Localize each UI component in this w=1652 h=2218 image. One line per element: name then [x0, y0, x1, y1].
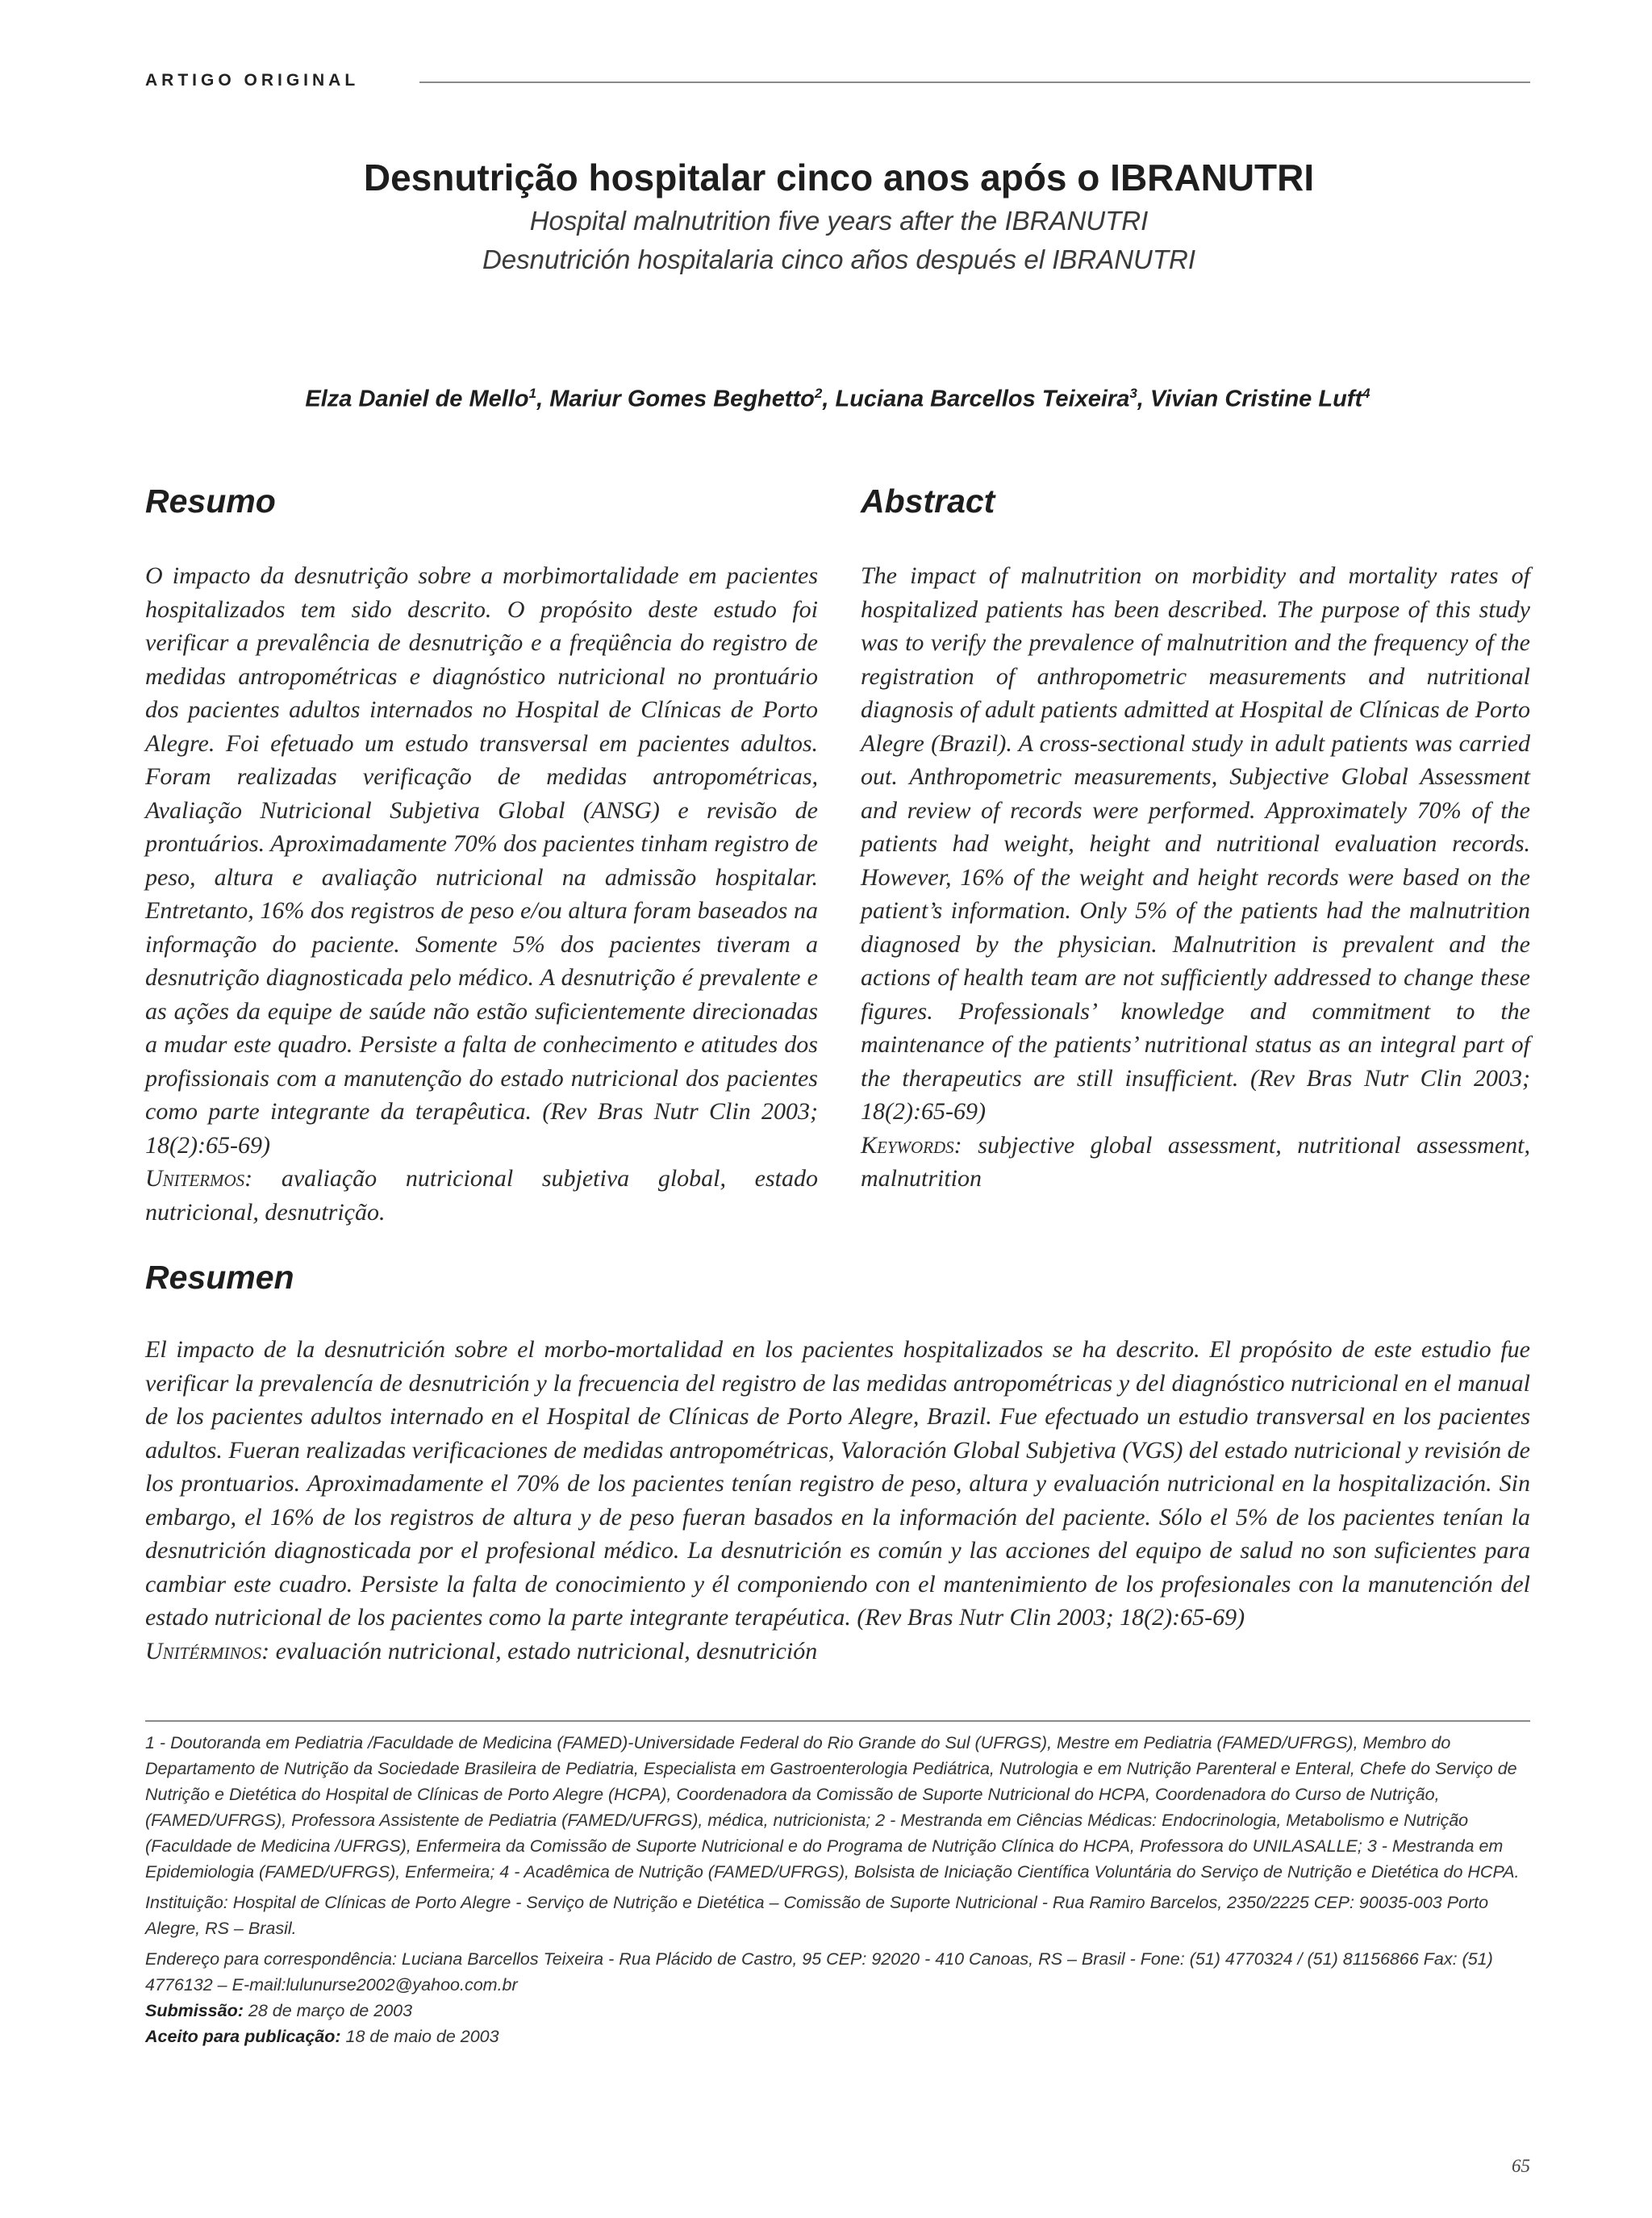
title-block: [242, 153, 1436, 279]
author-affiliation-mark: 2: [814, 386, 823, 401]
accepted-label: Aceito para publicação:: [145, 2027, 341, 2046]
page-number: 65: [1512, 2156, 1530, 2176]
accepted-note: [145, 2024, 1530, 2049]
footnotes: [145, 1720, 1530, 2049]
spanish-title: Desnutrición hospitalaria cinco años después el IBRANUTRI: [482, 244, 1196, 274]
author-affiliation-mark: 4: [1362, 386, 1370, 401]
author-affiliation-mark: 3: [1129, 386, 1137, 401]
correspondence-note: Endereço para correspondência: Luciana Barcellos Teixeira - Rua Plácido de Castro, 95 CEP: 92020 - 410 Canoas, RS – Brasil - Fone: (51) 4770324 / (51) 81156866 Fax: (51) 4776132 – E-mail:lulunurse2002@yahoo.com.br: [145, 1949, 1493, 1995]
keywords-label: Unitérminos:: [145, 1637, 270, 1665]
keywords-label: Unitermos:: [145, 1165, 253, 1192]
resumo-heading: Resumo: [145, 482, 276, 520]
header-rule: [419, 81, 1530, 83]
author-separator: ,: [822, 386, 836, 412]
author-name: Luciana Barcellos Teixeira: [835, 386, 1130, 412]
keywords-text: avaliação nutricional subjetiva global, estado nutricional, desnutrição.: [145, 1165, 819, 1226]
resumen-heading: Resumen: [145, 1259, 294, 1296]
submission-date: 28 de março de 2003: [248, 2001, 413, 2020]
resumen-keywords: [145, 1635, 1530, 1669]
resumo-keywords: [145, 1162, 818, 1229]
abstract-column: [861, 559, 1530, 1196]
article-title: Desnutrição hospitalar cinco anos após o IBRANUTRI: [363, 157, 1315, 198]
resumo-column: [145, 559, 818, 1229]
author-name: Elza Daniel de Mello: [305, 386, 529, 412]
institution-note: Instituição: Hospital de Clínicas de Porto Alegre - Serviço de Nutrição e Dietética – Comissão de Suporte Nutricional - Rua Ramiro Barcelos, 2350/2225 CEP: 90035-003 Porto Alegre, RS – Brasil.: [145, 1893, 1489, 1938]
submission-note: [145, 1998, 1530, 2024]
author-name: Vivian Cristine Luft: [1149, 386, 1363, 412]
abstract-heading: Abstract: [861, 482, 995, 520]
affiliations-note: 1 - Doutoranda em Pediatria /Faculdade de Medicina (FAMED)-Universidade Federal do Rio Grande do Sul (UFRGS), Mestre em Pediatria (FAMED/UFRGS), Membro do Departamento de Nutrição da Sociedade Brasileira de Pediatria, Especialista em Gastroenterologia Pediátrica, Nutrologia e em Nutrição Parenteral e Enteral, Chefe do Serviço de Nutrição e Dietética do Hospital de Clínicas de Porto Alegre (HCPA), Coordenadora da Comissão de Suporte Nutricional do HCPA, Coordenadora do Curso de Nutrição, (FAMED/UFRGS), Professora Assistente de Pediatria (FAMED/UFRGS), médica, nutricionista; 2 - Mestranda em Ciências Médicas: Endocrinologia, Metabolismo e Nutrição (Faculdade de Medicina /UFRGS), Enfermeira da Comissão de Suporte Nutricional e do Programa de Nutrição Clínica do HCPA, Professora do UNILASALLE; 3 - Mestranda em Epidemiologia (FAMED/UFRGS), Enfermeira; 4 - Acadêmica de Nutrição (FAMED/UFRGS), Bolsista de Iniciação Científica Voluntária do Serviço de Nutrição e Dietética do HCPA.: [145, 1733, 1520, 1882]
author-name: Mariur Gomes Beghetto: [549, 386, 815, 412]
keywords-text: subjective global assessment, nutritional assessment, malnutrition: [861, 1131, 1531, 1192]
keywords-text: evaluación nutricional, estado nutricional, desnutrición: [275, 1637, 818, 1665]
abstract-keywords: [861, 1129, 1530, 1196]
english-title: Hospital malnutrition five years after the IBRANUTRI: [529, 206, 1149, 236]
accepted-date: 18 de maio de 2003: [345, 2027, 499, 2046]
abstract-body: The impact of malnutrition on morbidity and mortality rates of hospitalized patients has been described. The purpose of this study was to verify the prevalence of malnutrition and the frequency of the registration of anthropometric measurements and nutritional diagnosis of adult patients admitted at Hospital de Clínicas de Porto Alegre (Brazil). A cross-sectional study in adult patients was carried out. Anthropometric measurements, Subjective Global Assessment and review of records were performed. Approximately 70% of the patients had weight, height and nutritional evaluation records. However, 16% of the weight and height records were based on the patient’s information. Only 5% of the patients had the malnutrition diagnosed by the physician. Malnutrition is prevalent and the actions of health team are not sufficiently addressed to change these figures. Professionals’ knowledge and commitment to the maintenance of the patients’ nutritional status as an integral part of the therapeutics are still insufficient. (Rev Bras Nutr Clin 2003; 18(2):65-69): [861, 562, 1530, 1125]
author-separator: ,: [1137, 386, 1150, 412]
author-list: [145, 386, 1530, 413]
submission-label: Submissão:: [145, 2001, 244, 2020]
resumo-body: O impacto da desnutrição sobre a morbimortalidade em pacientes hospitalizados tem sido descrito. O propósito deste estudo foi verificar a prevalência de desnutrição e a freqüência do registro de medidas antropométricas e diagnóstico nutricional no prontuário dos pacientes adultos internados no Hospital de Clínicas de Porto Alegre. Foi efetuado um estudo transversal em pacientes adultos. Foram realizadas verificação de medidas antropométricas, Avaliação Nutricional Subjetiva Global (ANSG) e revisão de prontuários. Aproximadamente 70% dos pacientes tinham registro de peso, altura e avaliação nutricional na admissão hospitalar. Entretanto, 16% dos registros de peso e/ou altura foram baseados na informação do paciente. Somente 5% dos pacientes tiveram a desnutrição diagnosticada pelo médico. A desnutrição é prevalente e as ações da equipe de saúde não estão suficientemente direcionadas a mudar este quadro. Persiste a falta de conhecimento e atitudes dos profissionais com a manutenção do estado nutricional dos pacientes como parte integrante da terapêutica. (Rev Bras Nutr Clin 2003; 18(2):65-69): [145, 562, 818, 1159]
resumen-column: [145, 1333, 1530, 1668]
author-separator: ,: [536, 386, 550, 412]
keywords-label: Keywords:: [861, 1131, 962, 1159]
resumen-body: El impacto de la desnutrición sobre el morbo-mortalidad en los pacientes hospitalizados se ha descrito. El propósito de este estudio fue verificar la prevalencía de desnutrición y la frecuencia del registro de las medidas antropométricas y del diagnóstico nutricional en el manual de los pacientes adultos internado en el Hospital de Clínicas de Porto Alegre, Brazil. Fue efectuado un estudio transversal en los pacientes adultos. Fueran realizadas verificaciones de medidas antropométricas, Valoración Global Subjetiva (VGS) del estado nutricional y revisión de los prontuarios. Aproximadamente el 70% de los pacientes tenían registro de peso, altura y evaluación nutricional en la hospitalización. Sin embargo, el 16% de los registros de altura y de peso fueran basados en la información del paciente. Sólo el 5% de los pacientes tenían la desnutrición diagnosticada por el profesional médico. La desnutrición es común y las acciones del equipo de salud no son suficientes para cambiar este cuadro. Persiste la falta de conocimiento y él componiendo con el mantenimiento de los profesionales con la manutención del estado nutricional de los pacientes como la parte integrante terapéutica. (Rev Bras Nutr Clin 2003; 18(2):65-69): [145, 1336, 1530, 1631]
section-label: ARTIGO ORIGINAL: [145, 71, 360, 90]
author-affiliation-mark: 1: [528, 386, 537, 401]
